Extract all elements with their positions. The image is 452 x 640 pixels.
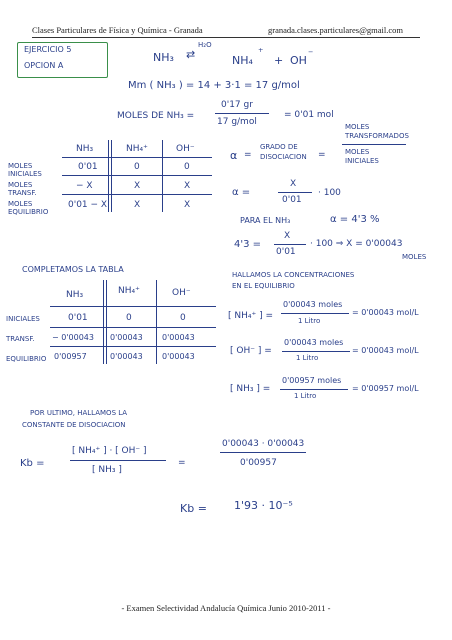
moles-label: MOLES DE NH₃ = bbox=[117, 111, 195, 121]
exercise-option: OPCION A bbox=[24, 61, 64, 70]
reaction-product2: OH bbox=[290, 54, 307, 67]
alpha-label-line2: DISOCIACION bbox=[260, 153, 307, 161]
alpha-denominator-line1: MOLES bbox=[345, 148, 370, 156]
conc-hydroxide-result: = 0'00043 mol/L bbox=[352, 346, 419, 355]
table2-divider bbox=[156, 280, 157, 364]
table1-cell: X bbox=[184, 181, 191, 191]
table1-divider bbox=[108, 140, 109, 212]
alpha-symbol: α bbox=[230, 149, 238, 162]
alpha-calc-lhs: 4'3 = bbox=[234, 239, 262, 250]
alpha-formula-rhs: · 100 bbox=[318, 188, 341, 198]
conc-ammonia-result: = 0'00957 mol/L bbox=[352, 384, 419, 393]
conc-ammonium-result: = 0'00043 mol/L bbox=[352, 308, 419, 317]
table1-row-label: MOLES EQUILIBRIO bbox=[8, 200, 49, 217]
kb-numerator-values: 0'00043 · 0'00043 bbox=[222, 439, 305, 449]
table2-rule bbox=[50, 306, 216, 307]
alpha-value-label: PARA EL NH₃ bbox=[240, 216, 291, 225]
reaction-arrow: ⇄ bbox=[186, 48, 196, 61]
kb-lhs: Kb = bbox=[20, 458, 45, 469]
conc-hydroxide-bar bbox=[282, 351, 350, 352]
alpha-numerator-line1: MOLES bbox=[345, 123, 370, 131]
table1-cell: 0'01 − X bbox=[68, 200, 108, 210]
table2-cell: 0'00043 bbox=[162, 333, 195, 342]
table2-cell: 0'00957 bbox=[54, 352, 87, 361]
alpha-label-line1: GRADO DE bbox=[260, 143, 298, 151]
table2-cell: 0'00043 bbox=[110, 352, 143, 361]
reaction-plus: + bbox=[274, 54, 284, 67]
conc-ammonia-lhs: [ NH₃ ] = bbox=[230, 384, 271, 394]
kb-values-bar bbox=[220, 452, 306, 453]
table1-header-cell: NH₄⁺ bbox=[126, 144, 148, 154]
table1-row-label: MOLES TRANSF. bbox=[8, 181, 37, 198]
table2-rule bbox=[50, 346, 216, 347]
table2-cell: 0 bbox=[126, 313, 132, 323]
table1-cell: 0 bbox=[184, 162, 190, 172]
reaction-product1-charge: + bbox=[258, 46, 264, 54]
table1-cell: 0'01 bbox=[78, 162, 98, 172]
reaction-solvent: H₂O bbox=[198, 41, 212, 49]
table1-cell: X bbox=[134, 200, 141, 210]
conc-hydroxide-lhs: [ OH⁻ ] = bbox=[230, 346, 272, 356]
alpha-calc-rhs: · 100 ⇒ X = 0'00043 bbox=[310, 239, 403, 249]
alpha-formula-numerator: X bbox=[290, 179, 297, 189]
table2-header-cell: OH⁻ bbox=[172, 288, 191, 298]
table2-divider bbox=[103, 280, 104, 364]
kb-result-lhs: Kb = bbox=[180, 502, 207, 515]
concentrations-title-line2: EN EL EQUILIBRIO bbox=[232, 282, 295, 290]
alpha-equals: = bbox=[244, 150, 252, 160]
footer: - Examen Selectividad Andalucía Química Junio 2010-2011 - bbox=[121, 603, 331, 613]
concentrations-title-line1: HALLAMOS LA CONCENTRACIONES bbox=[232, 271, 355, 279]
table2-cell: 0'01 bbox=[68, 313, 88, 323]
table2-row-label: TRANSF. bbox=[6, 335, 35, 343]
table1-row-label: MOLES INICIALES bbox=[8, 162, 42, 179]
table1-divider bbox=[111, 140, 112, 212]
alpha-fraction-bar bbox=[342, 144, 406, 145]
table2-divider bbox=[106, 280, 107, 364]
table1-divider bbox=[162, 140, 163, 212]
kb-result: 1'93 · 10⁻⁵ bbox=[234, 499, 293, 512]
table1-rule bbox=[62, 194, 212, 195]
table2-row-label: INICIALES bbox=[6, 315, 40, 323]
kb-equals: = bbox=[178, 458, 186, 468]
conc-ammonia-bar bbox=[280, 389, 348, 390]
alpha-calc-denominator: 0'01 bbox=[276, 247, 296, 257]
reaction-reactant: NH₃ bbox=[153, 51, 174, 64]
moles-denominator: 17 g/mol bbox=[217, 117, 257, 127]
table2-row-label: EQUILIBRIO bbox=[6, 355, 47, 363]
table2-cell: − 0'00043 bbox=[52, 333, 94, 342]
kb-numerator: [ NH₄⁺ ] · [ OH⁻ ] bbox=[72, 446, 147, 456]
table1-header-cell: OH⁻ bbox=[176, 144, 195, 154]
table2-header-cell: NH₃ bbox=[66, 290, 84, 300]
reaction-product2-charge: − bbox=[308, 48, 314, 56]
moles-numerator: 0'17 gr bbox=[221, 100, 253, 110]
header-rule bbox=[32, 37, 420, 38]
moles-result: = 0'01 mol bbox=[284, 110, 334, 120]
table2-rule bbox=[50, 327, 216, 328]
molar-mass-line: Mm ( NH₃ ) = 14 + 3·1 = 17 g/mol bbox=[128, 80, 300, 91]
table1-rule bbox=[62, 175, 212, 176]
conc-ammonia-denominator: 1 Litro bbox=[294, 392, 317, 400]
table1-cell: X bbox=[184, 200, 191, 210]
alpha-formula-lhs: α = bbox=[232, 187, 251, 198]
table1-cell: 0 bbox=[134, 162, 140, 172]
conc-ammonium-numerator: 0'00043 moles bbox=[283, 300, 343, 309]
kb-denominator: [ NH₃ ] bbox=[92, 465, 122, 475]
alpha-numerator-line2: TRANSFORMADOS bbox=[345, 132, 409, 140]
kb-intro-line1: POR ULTIMO, HALLAMOS LA bbox=[30, 409, 128, 417]
conc-ammonia-numerator: 0'00957 moles bbox=[282, 376, 342, 385]
alpha-formula-bar bbox=[278, 192, 312, 193]
alpha-calc-bar bbox=[274, 244, 306, 245]
kb-fraction-bar bbox=[70, 460, 166, 461]
table2-header-cell: NH₄⁺ bbox=[118, 286, 140, 296]
conc-ammonium-lhs: [ NH₄⁺ ] = bbox=[228, 311, 274, 321]
conc-ammonium-bar bbox=[281, 313, 349, 314]
conc-hydroxide-numerator: 0'00043 moles bbox=[284, 338, 344, 347]
header-left: Clases Particulares de Física y Química - Granada bbox=[32, 25, 203, 35]
alpha-formula-denominator: 0'01 bbox=[282, 195, 302, 205]
table2-cell: 0 bbox=[180, 313, 186, 323]
table1-header-cell: NH₃ bbox=[76, 144, 94, 154]
alpha-denominator-line2: INICIALES bbox=[345, 157, 379, 165]
table1-cell: − X bbox=[76, 181, 93, 191]
alpha-calc-unit: MOLES bbox=[402, 253, 427, 261]
conc-ammonium-denominator: 1 Litro bbox=[298, 317, 321, 325]
moles-fraction-bar bbox=[215, 113, 269, 114]
table1-cell: X bbox=[134, 181, 141, 191]
kb-denominator-value: 0'00957 bbox=[240, 458, 277, 468]
header-email: granada.clases.particulares@gmail.com bbox=[268, 25, 404, 35]
alpha-equals: = bbox=[318, 150, 326, 160]
table2-cell: 0'00043 bbox=[110, 333, 143, 342]
table2-cell: 0'00043 bbox=[162, 352, 195, 361]
alpha-calc-numerator: X bbox=[284, 231, 291, 241]
conc-hydroxide-denominator: 1 Litro bbox=[296, 354, 319, 362]
exercise-number: EJERCICIO 5 bbox=[24, 45, 72, 54]
kb-intro-line2: CONSTANTE DE DISOCIACION bbox=[22, 421, 126, 429]
table1-rule bbox=[62, 157, 212, 158]
reaction-product1: NH₄ bbox=[232, 54, 253, 67]
complete-table-heading: COMPLETAMOS LA TABLA bbox=[22, 265, 124, 274]
alpha-value: α = 4'3 % bbox=[330, 214, 380, 225]
